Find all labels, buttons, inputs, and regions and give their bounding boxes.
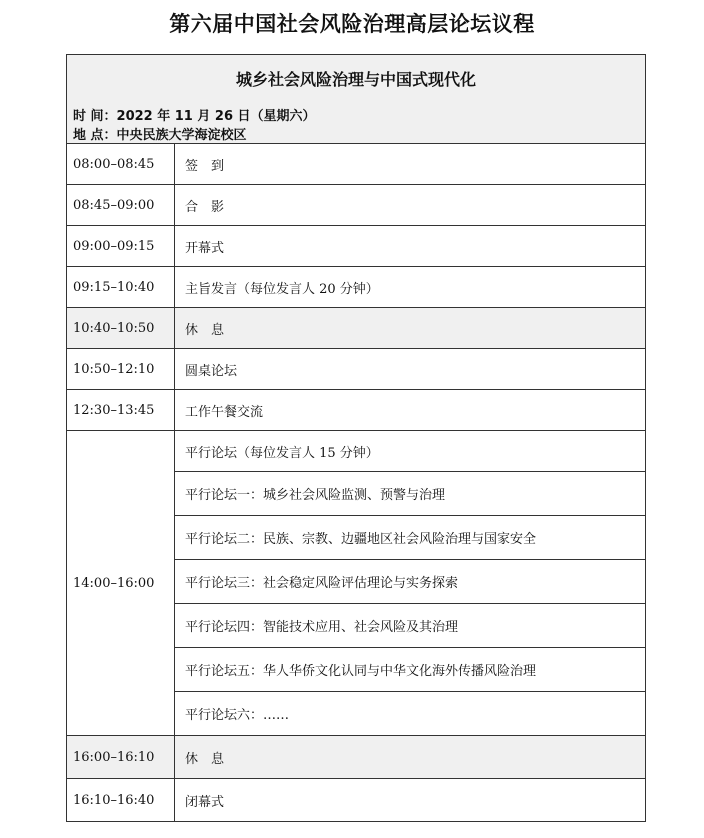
agenda-row [67, 185, 645, 226]
time-cell: 08:45–09:00 [67, 185, 175, 225]
event-location: 地 点：中央民族大学海淀校区 [73, 128, 247, 143]
parallel-forum-item: 平行论坛（每位发言人 15 分钟） [175, 431, 645, 472]
parallel-forum-item: 平行论坛五：华人华侨文化认同与中华文化海外传播风险治理 [175, 648, 645, 692]
agenda-row [67, 779, 645, 821]
agenda-row-break [67, 308, 645, 349]
parallel-forum-item: 平行论坛二：民族、宗教、边疆地区社会风险治理与国家安全 [175, 516, 645, 560]
agenda-row-break [67, 736, 645, 779]
item-cell: 休 息 [185, 751, 225, 767]
agenda-row [67, 226, 645, 267]
parallel-forum-list [175, 431, 645, 735]
item-cell: 工作午餐交流 [185, 404, 264, 420]
time-cell: 09:15–10:40 [67, 267, 175, 307]
agenda-row [67, 349, 645, 390]
item-cell: 圆桌论坛 [185, 363, 238, 379]
time-cell: 10:50–12:10 [67, 349, 175, 389]
item-cell: 闭幕式 [185, 794, 225, 810]
agenda-row [67, 144, 645, 185]
agenda-header [67, 55, 645, 144]
item-cell: 合 影 [185, 199, 225, 215]
item-cell: 休 息 [185, 322, 225, 338]
page-title: 第六届中国社会风险治理高层论坛议程 [169, 12, 535, 36]
parallel-forum-item: 平行论坛六：…… [185, 708, 290, 723]
item-cell: 主旨发言（每位发言人 20 分钟） [185, 281, 379, 297]
parallel-forum-group [67, 431, 645, 736]
time-cell: 14:00–16:00 [67, 431, 175, 735]
time-cell: 16:00–16:10 [67, 736, 175, 778]
parallel-forum-item: 平行论坛一：城乡社会风险监测、预警与治理 [175, 472, 645, 516]
time-cell: 12:30–13:45 [67, 390, 175, 430]
agenda-row [67, 267, 645, 308]
item-cell: 开幕式 [185, 240, 225, 256]
event-time: 时 间：2022 年 11 月 26 日（星期六） [73, 109, 316, 124]
time-cell: 10:40–10:50 [67, 308, 175, 348]
time-cell: 16:10–16:40 [67, 779, 175, 821]
item-cell: 签 到 [185, 158, 225, 174]
agenda-subtitle: 城乡社会风险治理与中国式现代化 [235, 70, 476, 89]
parallel-forum-item: 平行论坛三：社会稳定风险评估理论与实务探索 [175, 560, 645, 604]
time-cell: 08:00–08:45 [67, 144, 175, 184]
parallel-forum-item: 平行论坛四：智能技术应用、社会风险及其治理 [175, 604, 645, 648]
agenda-row [67, 390, 645, 431]
time-cell: 09:00–09:15 [67, 226, 175, 266]
agenda-table [66, 54, 646, 822]
